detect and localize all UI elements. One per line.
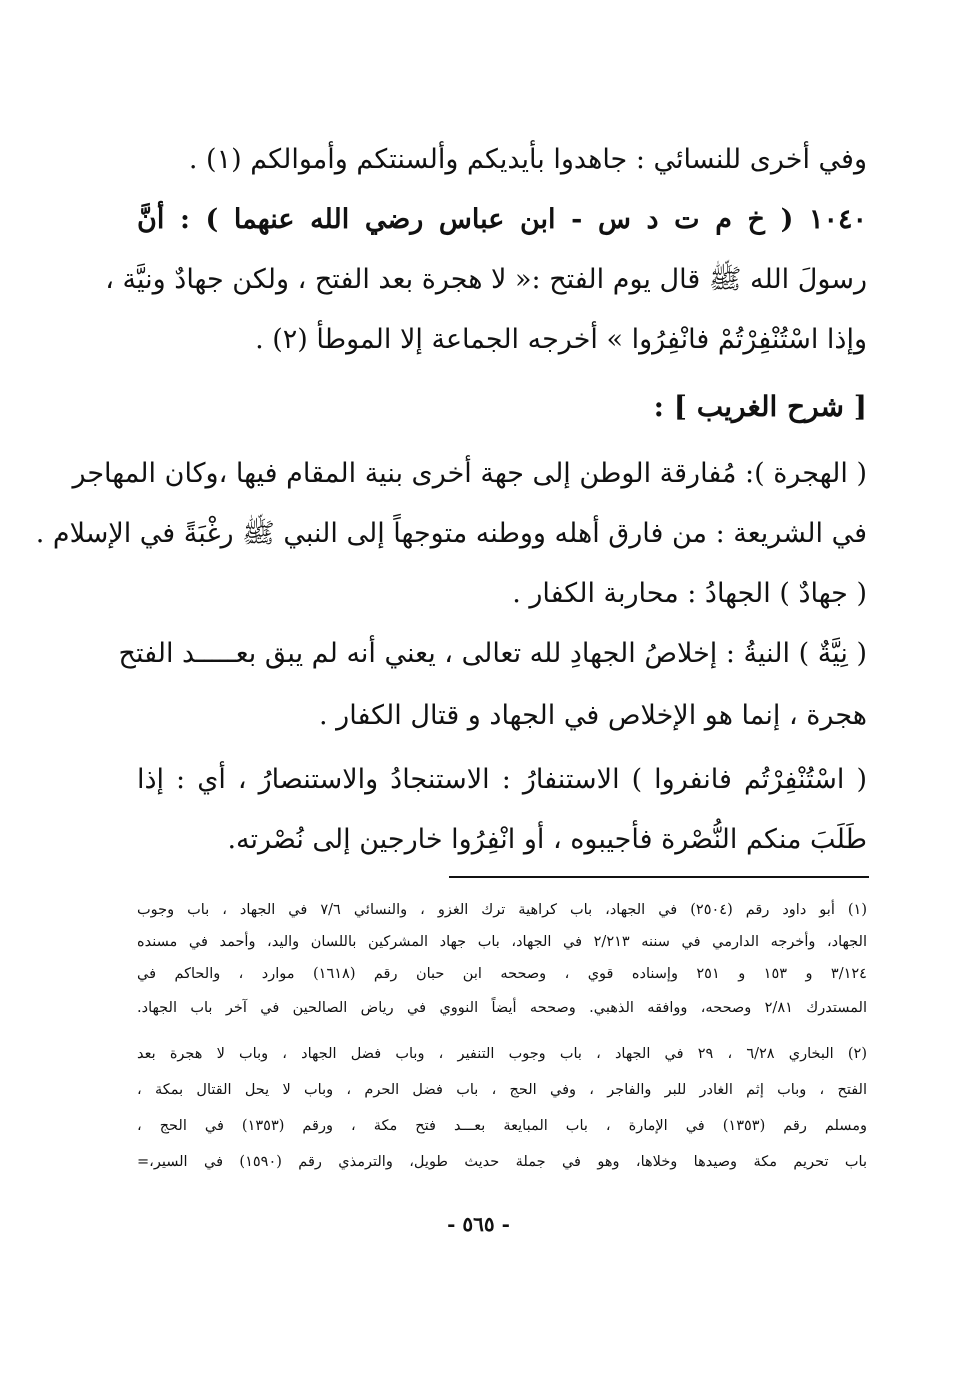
footnote-1-line: المستدرك ٢/٨١ وصححه، ووافقه الذهبي. وصححه أيضاً النووي في رياض الصالحين في آخر باب الجهاد.	[137, 1000, 867, 1016]
footnote-2-line: باب تحريم مكة وصيدها وخلاها، وهو في جملة حديث طويل، والترمذي رقم (١٥٩٠) في السير،=	[137, 1154, 868, 1170]
footnote-divider	[449, 876, 869, 878]
hadith-heading-line: ١٠٤٠ ( خ م ت د س - ابن عباس رضي الله عنهما ) : أنَّ	[137, 204, 867, 235]
gloss-line: ( جهادٌ ) الجهادُ : محاربة الكفار .	[512, 578, 867, 609]
gloss-line: ( الهجرة ): مُفارقة الوطن إلى جهة أخرى بنية المقام فيها ،وكان المهاجر	[72, 458, 867, 489]
gloss-line: طَلَبَ منكم النُّصْرة فأجيبوه ، أو انْفِرُوا خارجين إلى نُصْرته.	[227, 824, 867, 855]
section-heading-gharib: [ شرح الغريب ] :	[653, 390, 867, 423]
footnote-1-line: ٣/١٢٤ و ١٥٣ و ٢٥١ وإسناده قوي ، وصححه ابن حبان رقم (١٦١٨) موارد ، والحاكم في	[137, 966, 867, 982]
footnote-1-line: الجهاد، وأخرجه الدارمي في سننه ٢/٢١٣ في الجهاد، باب جهاد المشركين باللسان واليد، وأحمد في مسنده	[137, 934, 867, 950]
gloss-line: في الشريعة : من فارق أهله ووطنه متوجهاً إلى النبي ﷺ رغْبَةً في الإسلام .	[35, 518, 867, 549]
page-number: - ٥٦٥ -	[447, 1212, 510, 1236]
footnote-2-line: (٢) البخاري ٦/٢٨ ، ٢٩ في الجهاد ، باب وجوب التنفير ، وباب فضل الجهاد ، وباب لا هجرة بعد	[137, 1046, 868, 1062]
gloss-line: ( اسْتُنْفِرْتُم فانفروا ) الاستنفارُ : الاستنجادُ والاستنصارُ ، أي : إذا	[137, 764, 867, 795]
gloss-line: هجرة ، إنما هو الإخلاص في الجهاد و قتال الكفار .	[319, 700, 867, 731]
hadith-text-line: وإذا اسْتُنْفِرْتُمْ فانْفِرُوا » أخرجه الجماعة إلا الموطأ (٢) .	[255, 324, 867, 355]
footnote-1-line: (١) أبو داود رقم (٢٥٠٤) في الجهاد، باب كراهية ترك الغزو ، والنسائي ٧/٦ في الجهاد ، باب وجوب	[137, 902, 867, 918]
footnote-2-line: الفتح ، وباب إثم الغادر للبر والفاجر ، وفي الحج ، باب فضل الحرم ، وباب لا يحل القتال بمكة ،	[137, 1082, 867, 1098]
text-line-continuation: وفي أخرى للنسائي : جاهدوا بأيديكم وألسنتكم وأموالكم (١) .	[188, 144, 867, 175]
hadith-text-line: رسولَ الله ﷺ قال يوم الفتح :« لا هجرة بعد الفتح ، ولكن جهادٌ ونيَّة ،	[105, 264, 867, 295]
footnote-2-line: ومسلم رقم (١٣٥٣) في الإمارة ، باب المبايعة بعـــد فتح مكة ، ورقم (١٣٥٣) في الحج ،	[137, 1118, 867, 1134]
gloss-line: ( نِيَّةٌ ) النيةُ : إخلاصُ الجهادِ لله تعالى ، يعني أنه لم يبق بعـــــد الفتح	[118, 638, 867, 669]
